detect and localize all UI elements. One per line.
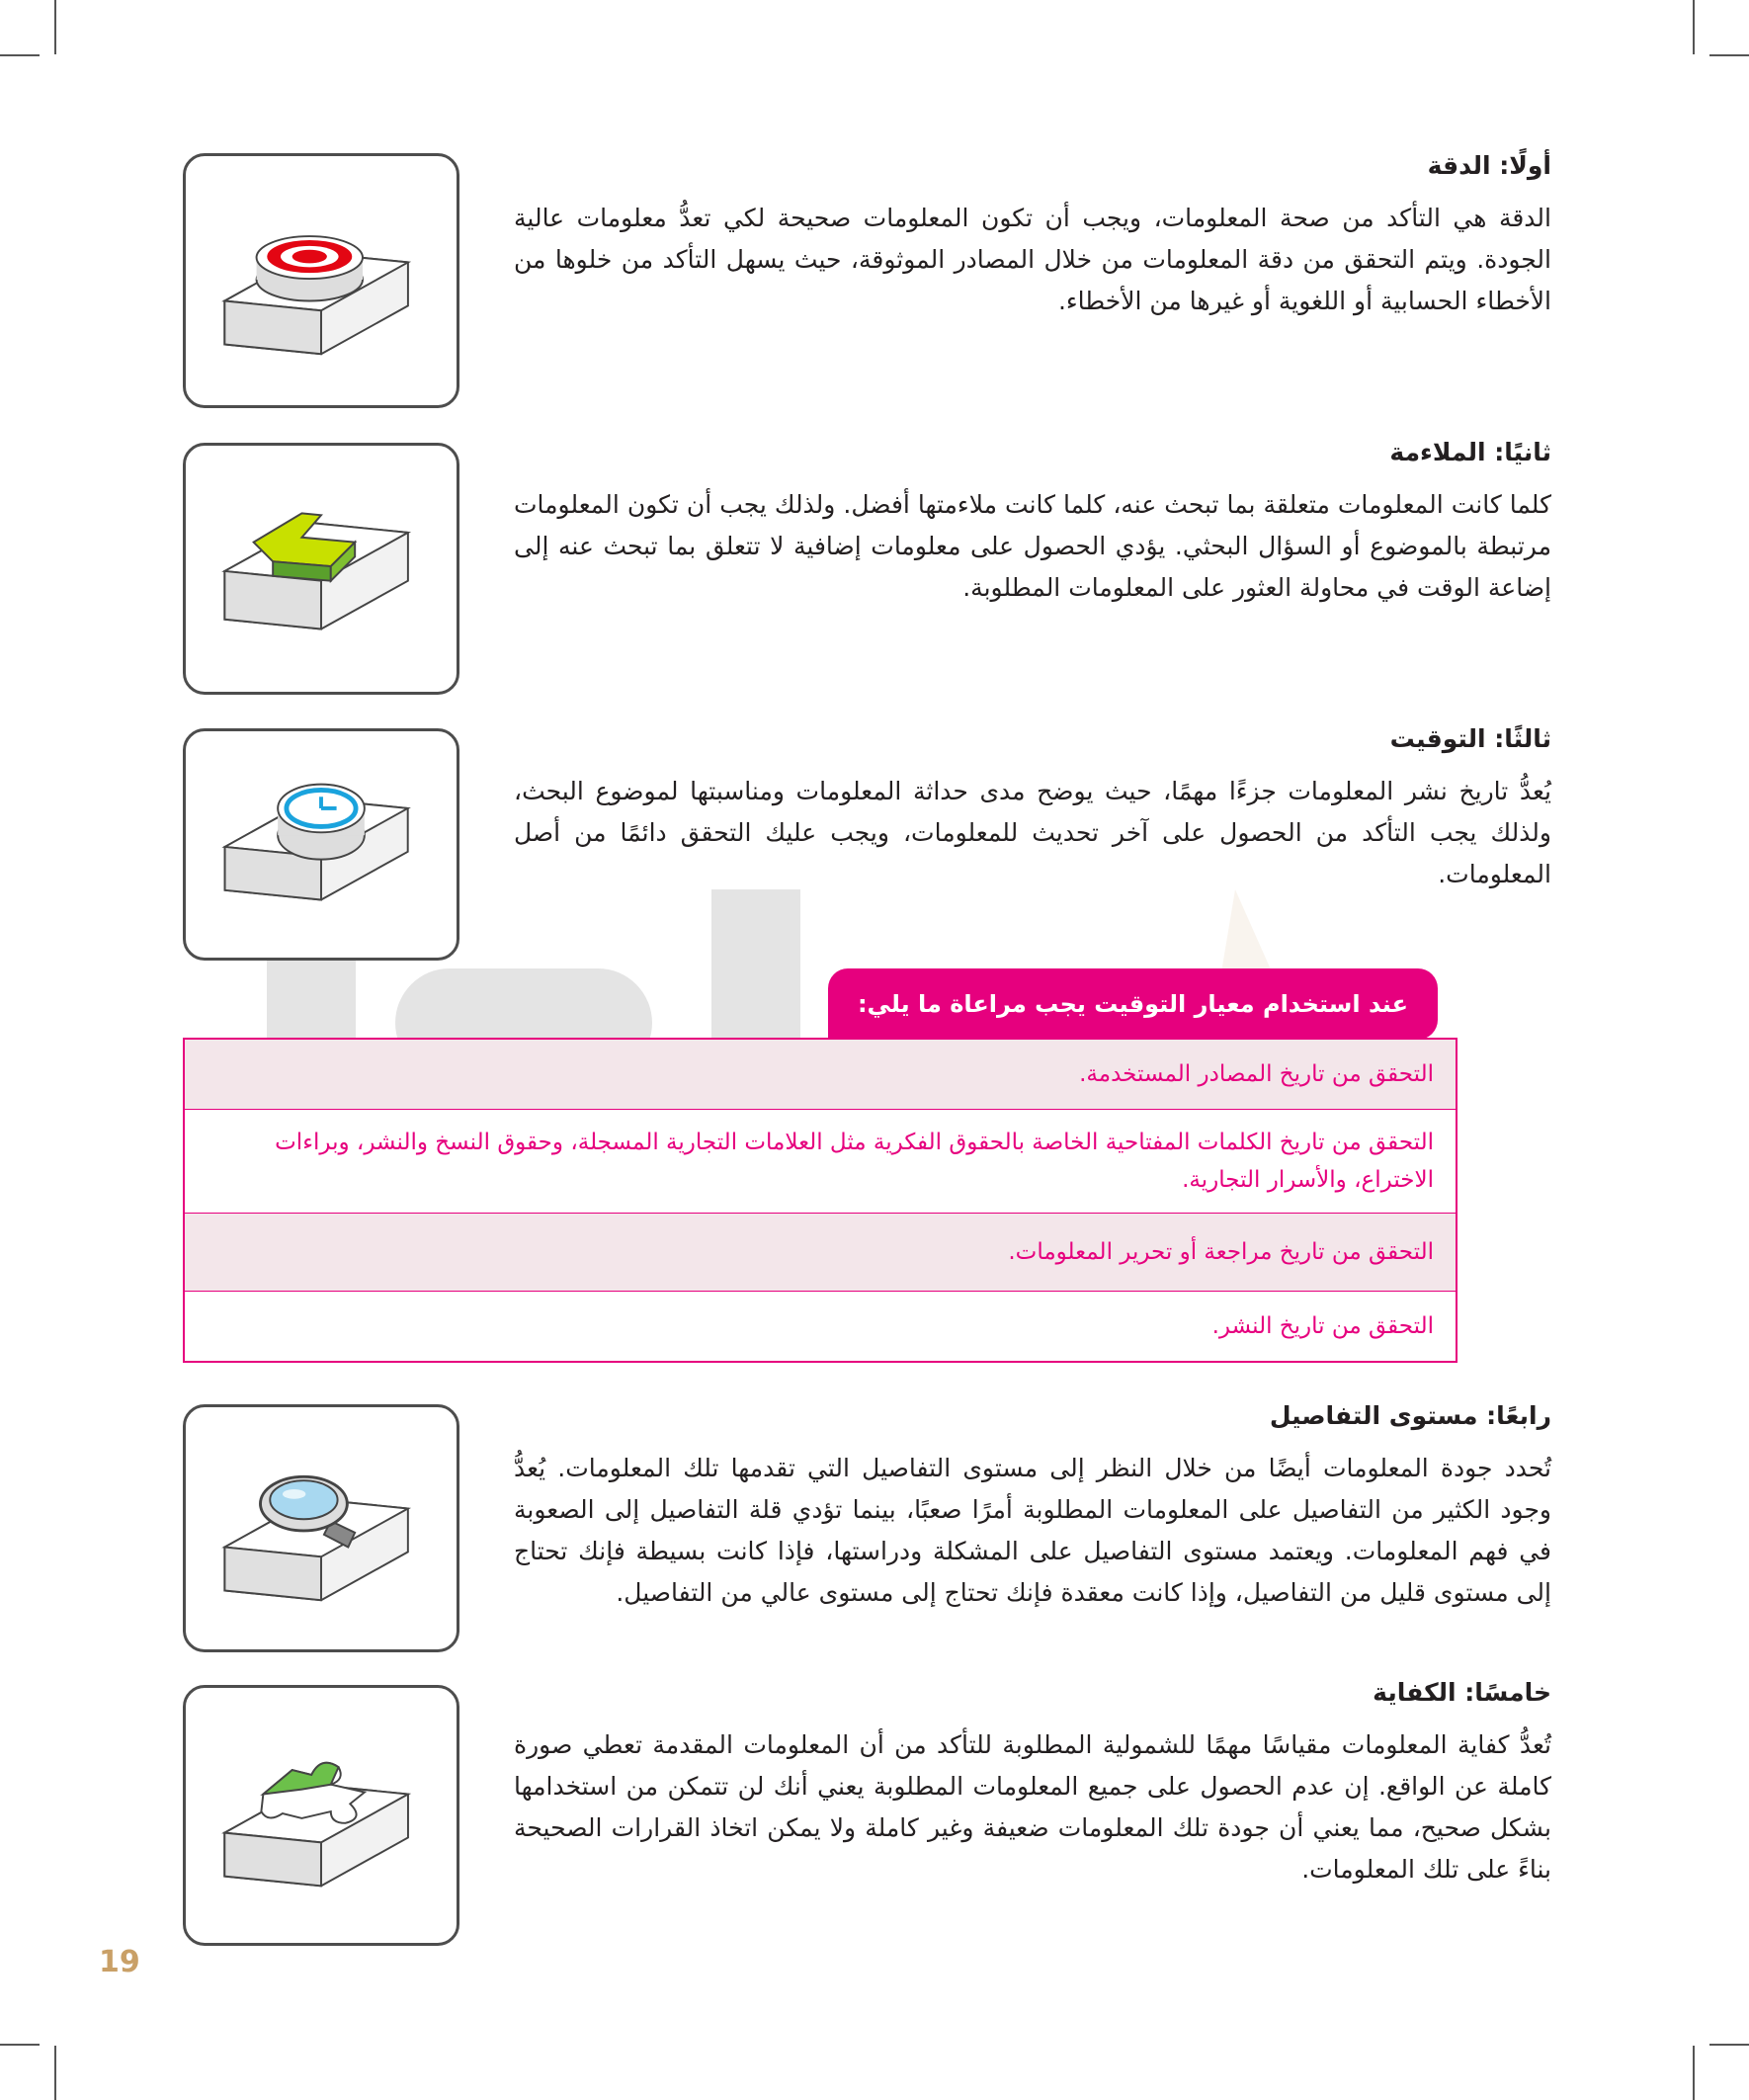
magnifier-icon	[186, 1407, 457, 1649]
section-body: كلما كانت المعلومات متعلقة بما تبحث عنه، كلما كانت ملاءمتها أفضل. ولذلك يجب أن تكون المعلومات مرتبطة بالموضوع أو السؤال البحثي. يؤدي الحصول على معلومات إضافية لا تتعلق بما تبحث عنه إلى إضاعة الوقت في محاولة العثور على المعلومات المطلوبة.	[514, 490, 1551, 602]
section-detail	[514, 1398, 1551, 1614]
crop-mark	[1693, 0, 1695, 54]
section-heading: خامسًا: الكفاية	[1373, 1678, 1551, 1707]
sufficiency-icon-box	[183, 1685, 459, 1946]
section-heading: ثانيًا: الملاءمة	[1389, 438, 1551, 466]
table-row: التحقق من تاريخ مراجعة أو تحرير المعلومات.	[184, 1214, 1457, 1292]
crop-mark	[0, 54, 40, 56]
table-row: التحقق من تاريخ المصادر المستخدمة.	[184, 1039, 1457, 1110]
detail-icon-box	[183, 1404, 459, 1652]
table-row: التحقق من تاريخ الكلمات المفتاحية الخاصة بالحقوق الفكرية مثل العلامات التجارية المسجلة، وحقوق النسخ والنشر، وبراءات الاختراع، والأسرار التجارية.	[184, 1110, 1457, 1214]
table-title: عند استخدام معيار التوقيت يجب مراعاة ما يلي:	[828, 968, 1438, 1040]
section-timing	[514, 721, 1551, 895]
section-body: الدقة هي التأكد من صحة المعلومات، ويجب أن تكون المعلومات صحيحة لكي تعدُّ معلومات عالية الجودة. ويتم التحقق من دقة المعلومات من خلال المصادر الموثوقة، حيث يسهل التأكد من خلوها من الأخطاء الحسابية أو اللغوية أو غيرها من الأخطاء.	[514, 204, 1551, 315]
table-row: التحقق من تاريخ النشر.	[184, 1292, 1457, 1363]
puzzle-icon	[186, 1688, 457, 1943]
section-heading: أولًا: الدقة	[1427, 151, 1551, 180]
section-heading: ثالثًا: التوقيت	[1389, 724, 1551, 753]
crop-mark	[1709, 54, 1749, 56]
section-relevance	[514, 435, 1551, 609]
timing-criteria-table	[183, 990, 1458, 1363]
crop-mark	[0, 2044, 40, 2046]
section-body: تُحدد جودة المعلومات أيضًا من خلال النظر إلى مستوى التفاصيل التي تقدمها تلك المعلومات. يُعدُّ وجود الكثير من التفاصيل على المعلومات المطلوبة أمرًا صعبًا، بينما تؤدي قلة التفاصيل إلى الصعوبة في فهم المعلومات. ويعتمد مستوى التفاصيل على المشكلة ودراستها، فإذا كانت بسيطة فإنك تحتاج إلى مستوى قليل من التفاصيل، وإذا كانت معقدة فإنك تحتاج إلى مستوى عالي من التفاصيل.	[514, 1454, 1551, 1607]
target-icon	[186, 156, 457, 405]
crop-mark	[54, 0, 56, 54]
section-heading: رابعًا: مستوى التفاصيل	[1269, 1401, 1551, 1430]
section-accuracy	[514, 148, 1551, 322]
crop-mark	[1709, 2044, 1749, 2046]
relevance-icon-box	[183, 443, 459, 695]
page-number: 19	[99, 1945, 140, 1979]
crop-mark	[1693, 2046, 1695, 2100]
section-body: تُعدُّ كفاية المعلومات مقياسًا مهمًا للشمولية المطلوبة للتأكد من أن المعلومات المقدمة تعطي صورة كاملة عن الواقع. إن عدم الحصول على جميع المعلومات المطلوبة يعني أنك لن تتمكن من استخدامها بشكل صحيح، مما يعني أن جودة تلك المعلومات ضعيفة وغير كاملة ولا يمكن اتخاذ القرارات الصحيحة بناءً على تلك المعلومات.	[514, 1730, 1551, 1884]
l-block-icon	[186, 446, 457, 692]
clock-icon	[186, 731, 457, 958]
section-body: يُعدُّ تاريخ نشر المعلومات جزءًا مهمًا، حيث يوضح مدى حداثة المعلومات ومناسبتها لموضوع البحث، ولذلك يجب التأكد من الحصول على آخر تحديث للمعلومات، ويجب عليك التحقق دائمًا من أصل المعلومات.	[514, 777, 1551, 888]
section-sufficiency	[514, 1675, 1551, 1890]
crop-mark	[54, 2046, 56, 2100]
accuracy-icon-box	[183, 153, 459, 408]
timing-icon-box	[183, 728, 459, 961]
